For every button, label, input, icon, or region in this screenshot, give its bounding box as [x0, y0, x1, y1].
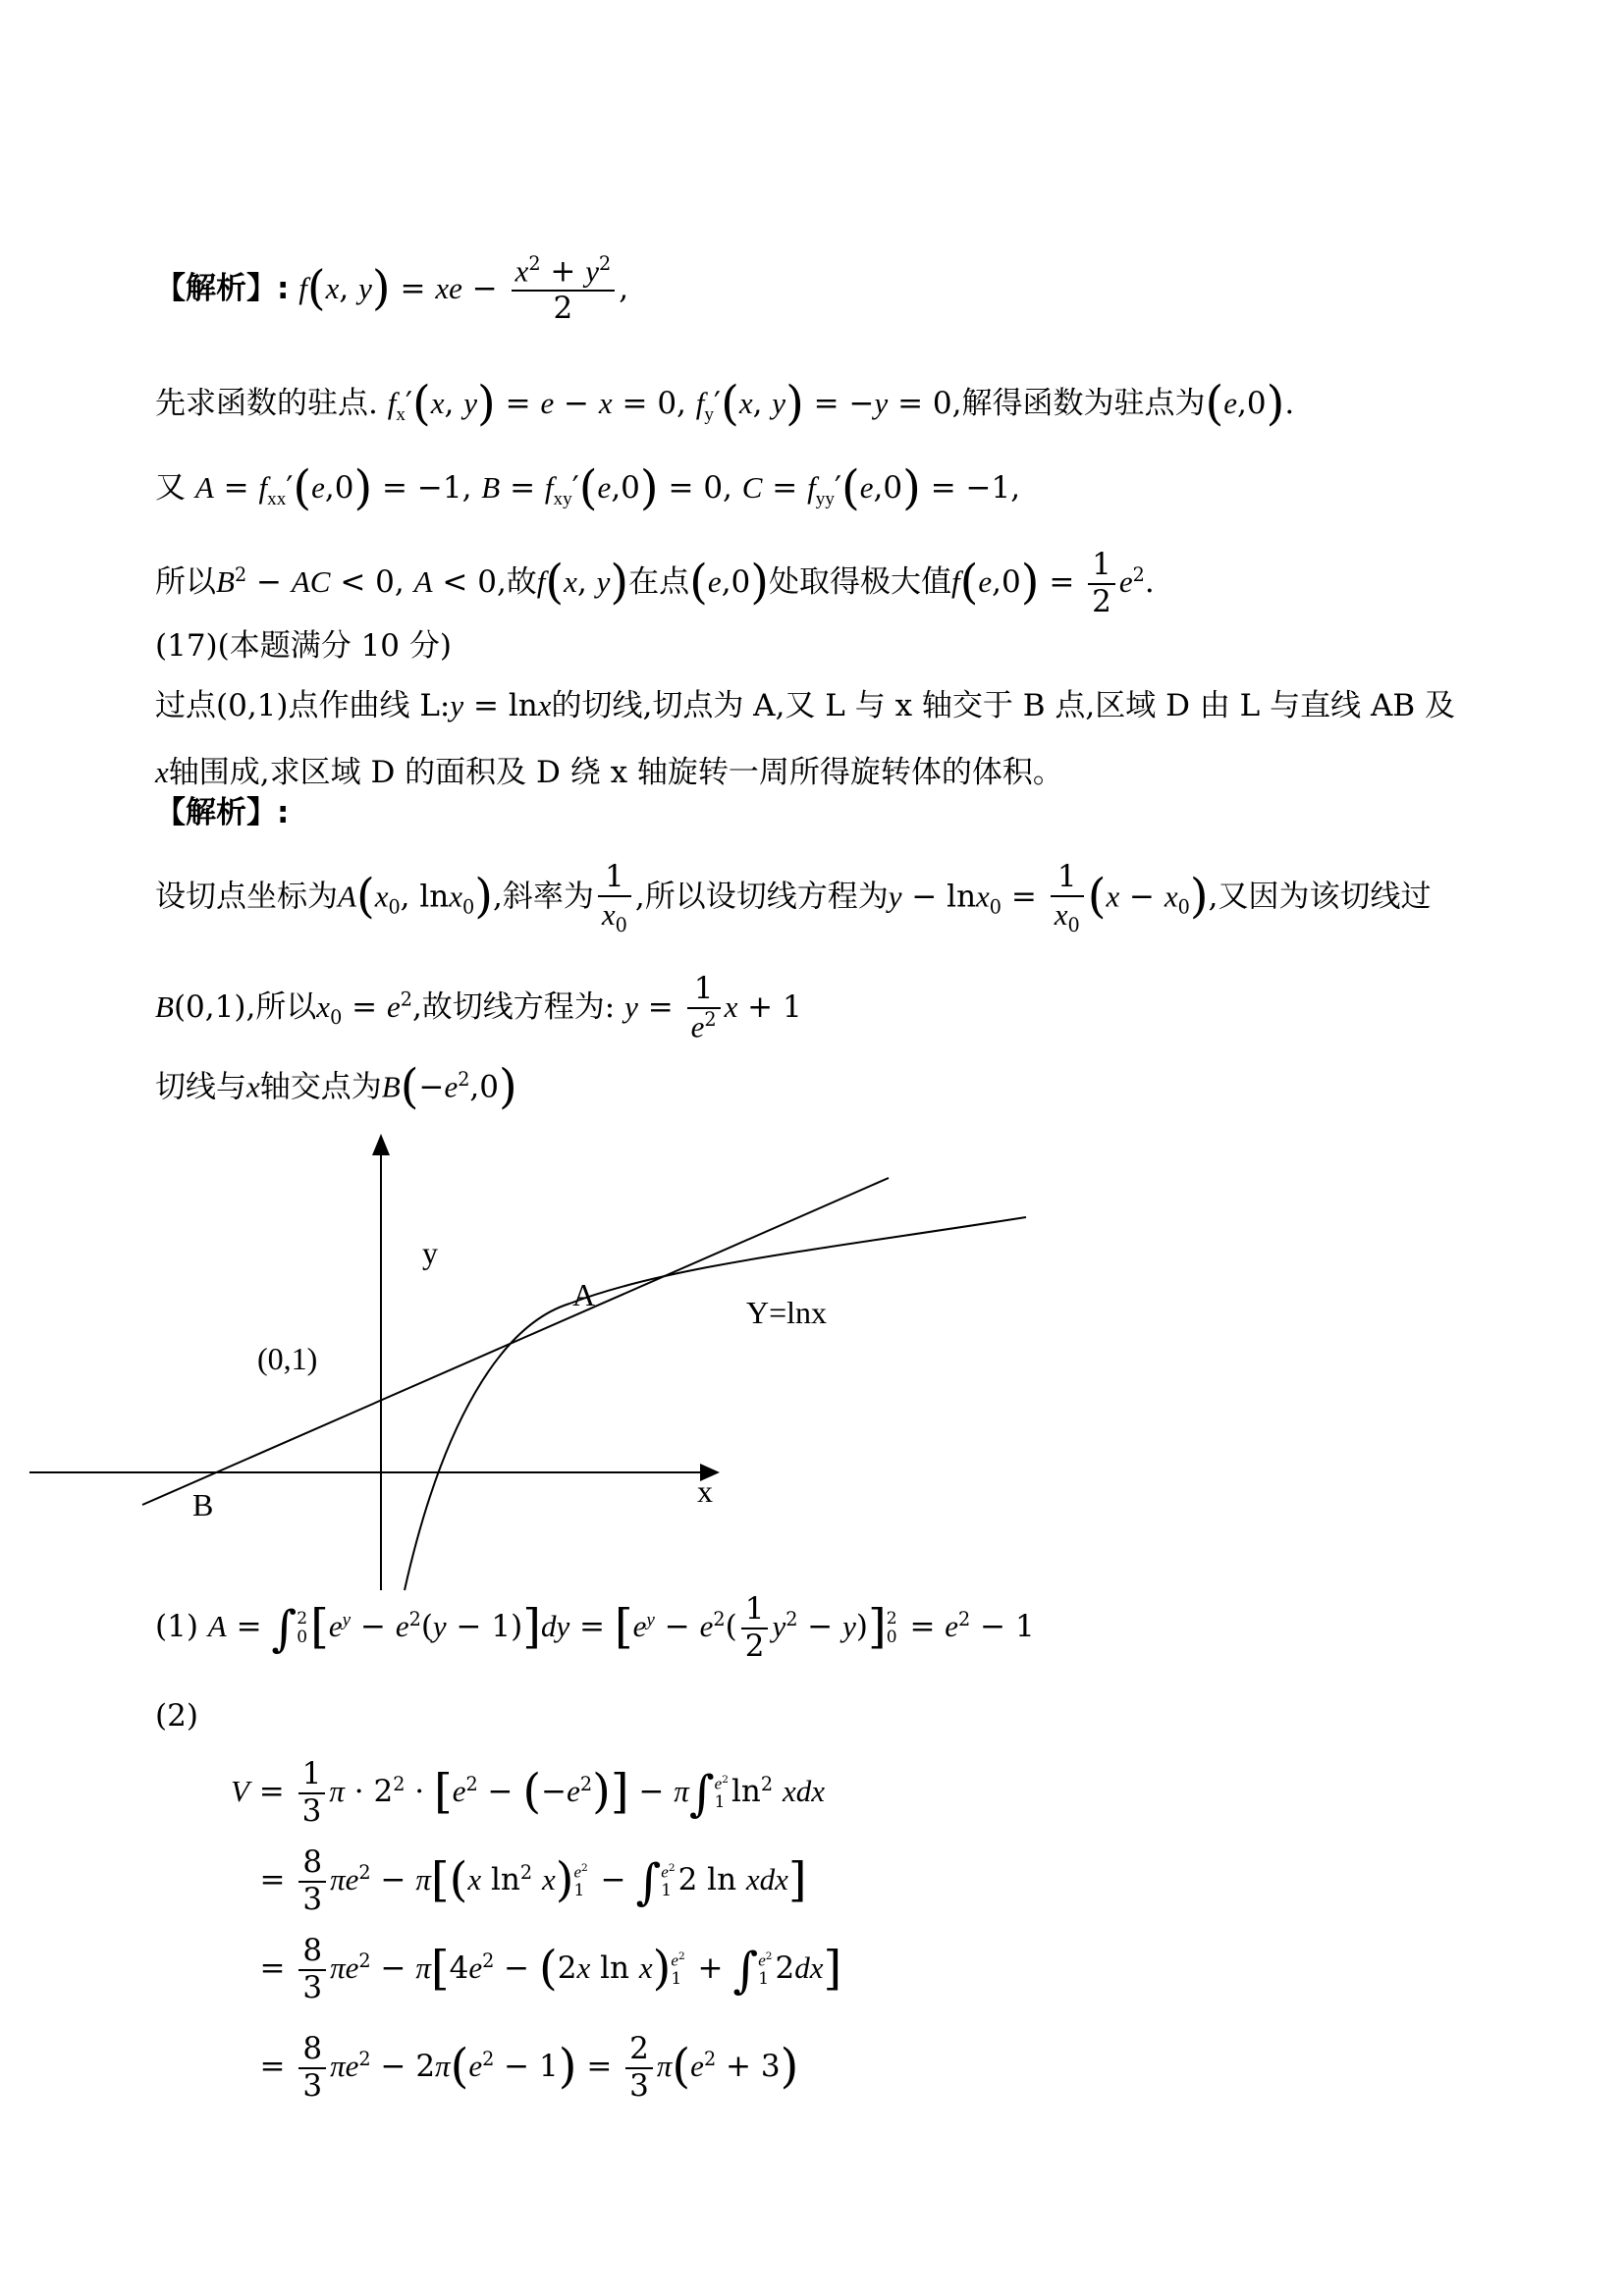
- solution-formula-line: 【解析】: f(x, y) = xe − $\frac{x^2 + y^2}{2}$ ,: [155, 252, 629, 326]
- tangent-figure: [0, 1129, 1080, 1600]
- volume-step-4: = $\frac{8}{3}$ $\pi e^2 - 2\pi(e^2 - 1)$ = $\frac{2}{3}$ $\pi(e^2 + 3)$: [231, 2031, 799, 2104]
- volume-step-1: V = $\frac{1}{3}$ $\pi \cdot 2^2 \cdot [e^2 - (-e^2)] - \pi\int$ $e^2$ 1 $\ln^2$ xdx: [231, 1756, 825, 1829]
- second-derivatives-line: 又 $A = f_{xx}'(e,0) = -1$, $B = f_{xy}'(e,0) = 0$, $C = f_{yy}'(e,0) = -1$,: [155, 460, 1021, 515]
- y-label: y: [422, 1235, 438, 1270]
- point-a-label: A: [572, 1277, 596, 1312]
- tangent-line: [142, 1178, 889, 1505]
- jiexi-label: 【解析】:: [155, 270, 290, 306]
- curve-label: Y=lnx: [746, 1295, 828, 1330]
- intersection-line: 切线与x轴交点为$B(-e^2,0)$: [155, 1059, 517, 1115]
- area-formula-line: (1) A = ∫ 2 0 $[e^y - e^2(y - 1)]dy = [e^y - e^2$( $\frac{1}{2}$ $y^2 - y$)] 2 0 = $e^2 - 1$: [155, 1591, 1035, 1664]
- volume-step-3: = $\frac{8}{3}$ $\pi e^2 - \pi[4e^2 - (2x$ ln x) $e^2$ 1 + ∫ $e^2$ 1 2dx]: [231, 1933, 842, 2005]
- x-label: x: [697, 1473, 713, 1509]
- conclusion-line: 所以$B^2$ − AC < 0, A < 0,故f(x, y)在点(e,0)处取得极大值f(e,0) = $\frac{1}{2}$ $e^2$.: [155, 547, 1155, 619]
- question-17-text-2: x轴围成,求区域 D 的面积及 D 绕 x 轴旋转一周所得旋转体的体积。: [155, 755, 1063, 790]
- y-axis-arrow: [372, 1134, 390, 1155]
- part-2-label: (2): [155, 1698, 198, 1734]
- ln-curve: [405, 1217, 1026, 1590]
- tangent-setup-line: 设切点坐标为$A(x_0$, lnx$_0$),斜率为 $\frac{1}{x_0}$ ,所以设切线方程为y − lnx$_0$ = $\frac{1}{x_0}$ $(x - x_0)$,又因为该切线过: [155, 859, 1432, 936]
- tangent-equation-line: B(0,1),所以$x_0 = e^2$,故切线方程为: y = $\frac{1}{e^2}$ x + 1: [155, 971, 802, 1043]
- volume-step-2: = $\frac{8}{3}$ $\pi e^2 - \pi[(x$ $\ln^2 x$) $e^2$ 1 − ∫ $e^2$ 1 2 ln xdx]: [231, 1844, 807, 1917]
- point-b-label: B: [192, 1487, 214, 1522]
- question-17-text-1: 过点(0,1)点作曲线 L:y = lnx的切线,切点为 A,又 L 与 x 轴交于 B 点,区域 D 由 L 与直线 AB 及: [155, 688, 1455, 723]
- question-17-title: (17)(本题满分 10 分): [155, 628, 452, 664]
- stationary-point-line: 先求函数的驻点. $f_x'(x$, y) = e − x = 0, $f_y'(x$, y) = −y = 0,解得函数为驻点为(e,0).: [155, 376, 1295, 431]
- fraction: $\frac{x^2 + y^2}{2}$: [512, 253, 616, 327]
- point-01-label: (0,1): [257, 1341, 318, 1376]
- jiexi-label-2: 【解析】:: [155, 795, 290, 830]
